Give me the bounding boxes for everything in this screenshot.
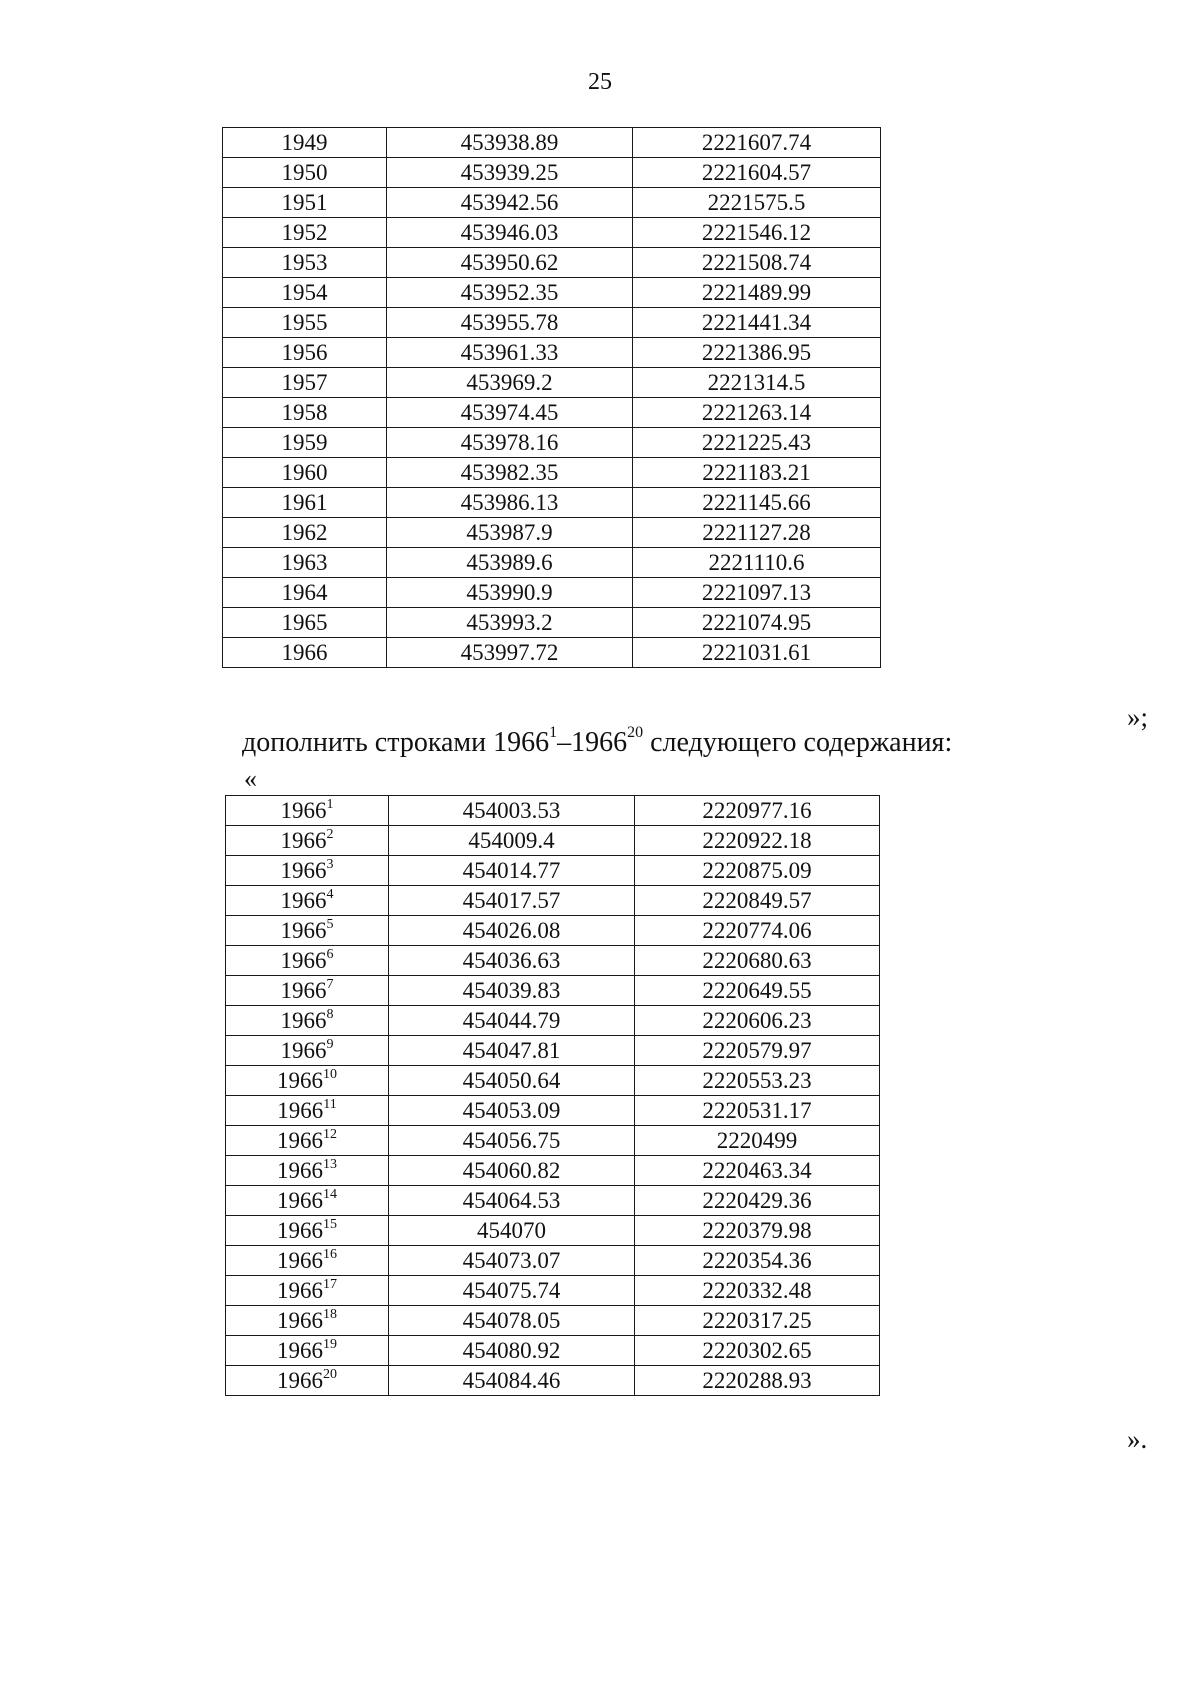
coordinate-y-cell: 2220680.63 bbox=[635, 946, 880, 976]
table-row bbox=[226, 796, 880, 826]
point-number: 1950 bbox=[281, 160, 328, 185]
coordinate-x-cell: 454014.77 bbox=[389, 856, 635, 886]
coordinate-y-cell: 2221508.74 bbox=[633, 248, 881, 278]
coordinate-x-cell: 454060.82 bbox=[389, 1156, 635, 1186]
coordinate-y-cell: 2220774.06 bbox=[635, 916, 880, 946]
point-number: 1960 bbox=[281, 460, 328, 485]
point-number-cell bbox=[223, 518, 387, 548]
point-number-cell bbox=[226, 976, 389, 1006]
point-number-superscript: 18 bbox=[323, 1307, 337, 1323]
point-number-superscript: 9 bbox=[326, 1037, 334, 1053]
coordinate-x-cell: 454075.74 bbox=[389, 1276, 635, 1306]
table-row bbox=[223, 458, 881, 488]
coordinate-y-cell: 2220429.36 bbox=[635, 1186, 880, 1216]
coordinate-y-cell: 2221225.43 bbox=[633, 428, 881, 458]
point-number: 1966 bbox=[280, 798, 327, 823]
coordinate-y-cell: 2221145.66 bbox=[633, 488, 881, 518]
table-row bbox=[223, 128, 881, 158]
amendment-text-part-1: дополнить строками 1966 bbox=[242, 727, 550, 758]
table-row bbox=[223, 368, 881, 398]
coordinate-x-cell: 453990.9 bbox=[387, 578, 633, 608]
point-number-cell bbox=[223, 368, 387, 398]
point-number: 1966 bbox=[277, 1218, 323, 1243]
coordinate-y-cell: 2221031.61 bbox=[633, 638, 881, 668]
coordinate-x-cell: 454039.83 bbox=[389, 976, 635, 1006]
point-number-cell bbox=[226, 796, 389, 826]
point-number: 1966 bbox=[281, 640, 328, 665]
coordinate-y-cell: 2220302.65 bbox=[635, 1336, 880, 1366]
point-number: 1966 bbox=[277, 1128, 323, 1153]
table-row bbox=[226, 1216, 880, 1246]
point-number: 1949 bbox=[281, 130, 328, 155]
table-row bbox=[223, 398, 881, 428]
point-number: 1966 bbox=[280, 1038, 327, 1063]
amendment-text bbox=[242, 723, 953, 760]
point-number-superscript: 3 bbox=[326, 857, 334, 873]
point-number-superscript: 12 bbox=[323, 1127, 337, 1143]
point-number: 1966 bbox=[280, 828, 327, 853]
point-number-superscript: 19 bbox=[323, 1337, 337, 1353]
coordinate-x-cell: 454036.63 bbox=[389, 946, 635, 976]
coordinate-y-cell: 2220354.36 bbox=[635, 1246, 880, 1276]
coordinate-y-cell: 2221127.28 bbox=[633, 518, 881, 548]
point-number: 1966 bbox=[280, 858, 327, 883]
coordinate-y-cell: 2221489.99 bbox=[633, 278, 881, 308]
coordinate-x-cell: 454056.75 bbox=[389, 1126, 635, 1156]
point-number: 1966 bbox=[280, 948, 327, 973]
coordinate-y-cell: 2220579.97 bbox=[635, 1036, 880, 1066]
point-number-cell bbox=[226, 1336, 389, 1366]
coordinate-x-cell: 453942.56 bbox=[387, 188, 633, 218]
point-number-cell bbox=[223, 248, 387, 278]
table-row bbox=[223, 338, 881, 368]
point-number: 1966 bbox=[280, 978, 327, 1003]
coordinate-x-cell: 454084.46 bbox=[389, 1366, 635, 1396]
coordinate-y-cell: 2221263.14 bbox=[633, 398, 881, 428]
table-row bbox=[226, 1006, 880, 1036]
coordinate-y-cell: 2221074.95 bbox=[633, 608, 881, 638]
point-number-cell bbox=[223, 578, 387, 608]
point-number-superscript: 4 bbox=[326, 887, 334, 903]
amendment-text-part-2: –1966 bbox=[557, 727, 628, 758]
table-row bbox=[226, 946, 880, 976]
point-number-cell bbox=[226, 916, 389, 946]
point-number-cell bbox=[226, 826, 389, 856]
coordinate-x-cell: 453974.45 bbox=[387, 398, 633, 428]
coordinate-y-cell: 2220977.16 bbox=[635, 796, 880, 826]
coordinate-x-cell: 453950.62 bbox=[387, 248, 633, 278]
coordinate-y-cell: 2221314.5 bbox=[633, 368, 881, 398]
table-row bbox=[226, 1156, 880, 1186]
point-number-cell bbox=[223, 158, 387, 188]
table-row bbox=[223, 158, 881, 188]
point-number-superscript: 13 bbox=[323, 1157, 337, 1173]
coordinate-x-cell: 453939.25 bbox=[387, 158, 633, 188]
point-number-superscript: 8 bbox=[326, 1007, 334, 1023]
coordinate-x-cell: 453946.03 bbox=[387, 218, 633, 248]
point-number: 1966 bbox=[277, 1248, 323, 1273]
closing-quote-1: »; bbox=[1127, 702, 1149, 732]
coordinate-y-cell: 2221575.5 bbox=[633, 188, 881, 218]
table-row bbox=[223, 518, 881, 548]
coordinate-y-cell: 2221386.95 bbox=[633, 338, 881, 368]
point-number-superscript: 15 bbox=[323, 1217, 337, 1233]
point-number-superscript: 14 bbox=[323, 1187, 337, 1203]
point-number-cell bbox=[223, 338, 387, 368]
table-row bbox=[223, 248, 881, 278]
point-number-superscript: 7 bbox=[326, 977, 334, 993]
point-number-cell bbox=[226, 1216, 389, 1246]
coordinate-x-cell: 453938.89 bbox=[387, 128, 633, 158]
point-number-cell bbox=[226, 1096, 389, 1126]
table-row bbox=[223, 608, 881, 638]
point-number-cell bbox=[226, 1156, 389, 1186]
point-number-cell bbox=[223, 548, 387, 578]
table-row bbox=[223, 218, 881, 248]
point-number: 1965 bbox=[281, 610, 328, 635]
coordinate-x-cell: 454047.81 bbox=[389, 1036, 635, 1066]
table-row bbox=[226, 1276, 880, 1306]
amendment-text-sup-1: 1 bbox=[549, 723, 558, 741]
point-number: 1962 bbox=[281, 520, 328, 545]
point-number-cell bbox=[226, 946, 389, 976]
closing-quote-2: ». bbox=[1127, 1424, 1148, 1454]
table-row bbox=[226, 1096, 880, 1126]
coordinate-x-cell: 454009.4 bbox=[389, 826, 635, 856]
table-row bbox=[223, 488, 881, 518]
amendment-text-part-3: следующего содержания: bbox=[643, 727, 953, 758]
table-row bbox=[223, 428, 881, 458]
point-number: 1956 bbox=[281, 340, 328, 365]
table-row bbox=[226, 886, 880, 916]
coordinate-y-cell: 2221183.21 bbox=[633, 458, 881, 488]
table-row bbox=[223, 578, 881, 608]
point-number-cell bbox=[226, 1276, 389, 1306]
point-number-superscript: 11 bbox=[323, 1097, 337, 1113]
point-number-superscript: 17 bbox=[323, 1277, 337, 1293]
table-row bbox=[226, 1066, 880, 1096]
point-number-superscript: 2 bbox=[326, 827, 334, 843]
coordinate-x-cell: 453978.16 bbox=[387, 428, 633, 458]
point-number-cell bbox=[223, 428, 387, 458]
point-number-cell bbox=[223, 608, 387, 638]
coordinate-y-cell: 2221607.74 bbox=[633, 128, 881, 158]
point-number: 1966 bbox=[277, 1338, 323, 1363]
point-number-superscript: 1 bbox=[326, 797, 334, 813]
coordinate-x-cell: 454053.09 bbox=[389, 1096, 635, 1126]
point-number: 1966 bbox=[277, 1158, 323, 1183]
point-number: 1966 bbox=[277, 1368, 323, 1393]
table-row bbox=[226, 916, 880, 946]
coordinate-x-cell: 453969.2 bbox=[387, 368, 633, 398]
point-number: 1966 bbox=[277, 1098, 324, 1123]
point-number-cell bbox=[226, 886, 389, 916]
point-number-cell bbox=[223, 128, 387, 158]
point-number: 1953 bbox=[281, 250, 328, 275]
coordinate-y-cell: 2220317.25 bbox=[635, 1306, 880, 1336]
coordinate-y-cell: 2220379.98 bbox=[635, 1216, 880, 1246]
table-row bbox=[226, 976, 880, 1006]
opening-quote: « bbox=[244, 764, 257, 793]
point-number: 1963 bbox=[281, 550, 328, 575]
coordinate-y-cell: 2220849.57 bbox=[635, 886, 880, 916]
point-number: 1961 bbox=[281, 490, 328, 515]
coordinate-x-cell: 454050.64 bbox=[389, 1066, 635, 1096]
point-number-cell bbox=[223, 488, 387, 518]
table-row bbox=[226, 826, 880, 856]
point-number: 1952 bbox=[281, 220, 328, 245]
coordinate-y-cell: 2220499 bbox=[635, 1126, 880, 1156]
table-row bbox=[226, 856, 880, 886]
coordinate-x-cell: 453955.78 bbox=[387, 308, 633, 338]
coordinate-x-cell: 453952.35 bbox=[387, 278, 633, 308]
point-number-cell bbox=[226, 856, 389, 886]
point-number: 1966 bbox=[277, 1068, 323, 1093]
point-number-superscript: 20 bbox=[323, 1367, 337, 1383]
coordinate-x-cell: 454017.57 bbox=[389, 886, 635, 916]
coordinate-y-cell: 2220531.17 bbox=[635, 1096, 880, 1126]
coordinate-y-cell: 2221097.13 bbox=[633, 578, 881, 608]
table-row bbox=[226, 1366, 880, 1396]
point-number-superscript: 5 bbox=[326, 917, 334, 933]
table-row bbox=[223, 638, 881, 668]
coordinate-x-cell: 453961.33 bbox=[387, 338, 633, 368]
point-number-superscript: 16 bbox=[323, 1247, 337, 1263]
point-number-cell bbox=[226, 1186, 389, 1216]
point-number-superscript: 6 bbox=[326, 947, 334, 963]
coordinates-table-1-body bbox=[223, 128, 881, 668]
point-number-cell bbox=[223, 458, 387, 488]
amendment-text-sup-2: 20 bbox=[627, 723, 644, 741]
point-number-cell bbox=[226, 1126, 389, 1156]
point-number: 1958 bbox=[281, 400, 328, 425]
table-row bbox=[226, 1306, 880, 1336]
point-number-cell bbox=[223, 278, 387, 308]
coordinate-x-cell: 454044.79 bbox=[389, 1006, 635, 1036]
point-number: 1959 bbox=[281, 430, 328, 455]
coordinate-y-cell: 2220922.18 bbox=[635, 826, 880, 856]
coordinate-x-cell: 454080.92 bbox=[389, 1336, 635, 1366]
coordinate-y-cell: 2221441.34 bbox=[633, 308, 881, 338]
point-number-cell bbox=[223, 638, 387, 668]
coordinate-x-cell: 453986.13 bbox=[387, 488, 633, 518]
point-number: 1954 bbox=[281, 280, 328, 305]
table-row bbox=[226, 1036, 880, 1066]
coordinate-x-cell: 454064.53 bbox=[389, 1186, 635, 1216]
coordinate-y-cell: 2221546.12 bbox=[633, 218, 881, 248]
point-number: 1957 bbox=[281, 370, 328, 395]
coordinate-x-cell: 454078.05 bbox=[389, 1306, 635, 1336]
page-number: 25 bbox=[588, 69, 612, 95]
table-row bbox=[226, 1246, 880, 1276]
point-number: 1966 bbox=[277, 1308, 323, 1333]
point-number: 1966 bbox=[277, 1188, 323, 1213]
coordinate-y-cell: 2220606.23 bbox=[635, 1006, 880, 1036]
coordinate-x-cell: 454026.08 bbox=[389, 916, 635, 946]
point-number: 1951 bbox=[281, 190, 328, 215]
coordinate-y-cell: 2220288.93 bbox=[635, 1366, 880, 1396]
table-row bbox=[223, 278, 881, 308]
point-number-cell bbox=[226, 1066, 389, 1096]
table-row bbox=[226, 1336, 880, 1366]
coordinate-y-cell: 2220875.09 bbox=[635, 856, 880, 886]
coordinates-table-2 bbox=[225, 795, 880, 1396]
coordinate-x-cell: 453993.2 bbox=[387, 608, 633, 638]
coordinate-x-cell: 453982.35 bbox=[387, 458, 633, 488]
point-number-cell bbox=[226, 1306, 389, 1336]
table-row bbox=[223, 188, 881, 218]
point-number: 1964 bbox=[281, 580, 328, 605]
point-number-cell bbox=[226, 1246, 389, 1276]
point-number-cell bbox=[226, 1006, 389, 1036]
coordinate-x-cell: 453987.9 bbox=[387, 518, 633, 548]
point-number-cell bbox=[226, 1366, 389, 1396]
point-number: 1966 bbox=[280, 918, 327, 943]
coordinates-table-2-body bbox=[226, 796, 880, 1396]
coordinate-x-cell: 454073.07 bbox=[389, 1246, 635, 1276]
coordinate-y-cell: 2220463.34 bbox=[635, 1156, 880, 1186]
point-number-superscript: 10 bbox=[323, 1067, 337, 1083]
coordinate-x-cell: 453989.6 bbox=[387, 548, 633, 578]
coordinate-y-cell: 2221604.57 bbox=[633, 158, 881, 188]
coordinate-x-cell: 454003.53 bbox=[389, 796, 635, 826]
point-number-cell bbox=[226, 1036, 389, 1066]
table-row bbox=[223, 548, 881, 578]
point-number-cell bbox=[223, 308, 387, 338]
coordinate-y-cell: 2220332.48 bbox=[635, 1276, 880, 1306]
table-row bbox=[226, 1186, 880, 1216]
point-number-cell bbox=[223, 188, 387, 218]
coordinate-x-cell: 454070 bbox=[389, 1216, 635, 1246]
point-number: 1966 bbox=[277, 1278, 323, 1303]
point-number: 1966 bbox=[280, 888, 327, 913]
coordinate-x-cell: 453997.72 bbox=[387, 638, 633, 668]
point-number-cell bbox=[223, 398, 387, 428]
coordinate-y-cell: 2221110.6 bbox=[633, 548, 881, 578]
coordinates-table-1 bbox=[222, 127, 881, 668]
coordinate-y-cell: 2220553.23 bbox=[635, 1066, 880, 1096]
table-row bbox=[226, 1126, 880, 1156]
point-number-cell bbox=[223, 218, 387, 248]
point-number: 1966 bbox=[280, 1008, 327, 1033]
table-row bbox=[223, 308, 881, 338]
coordinate-y-cell: 2220649.55 bbox=[635, 976, 880, 1006]
point-number: 1955 bbox=[281, 310, 328, 335]
